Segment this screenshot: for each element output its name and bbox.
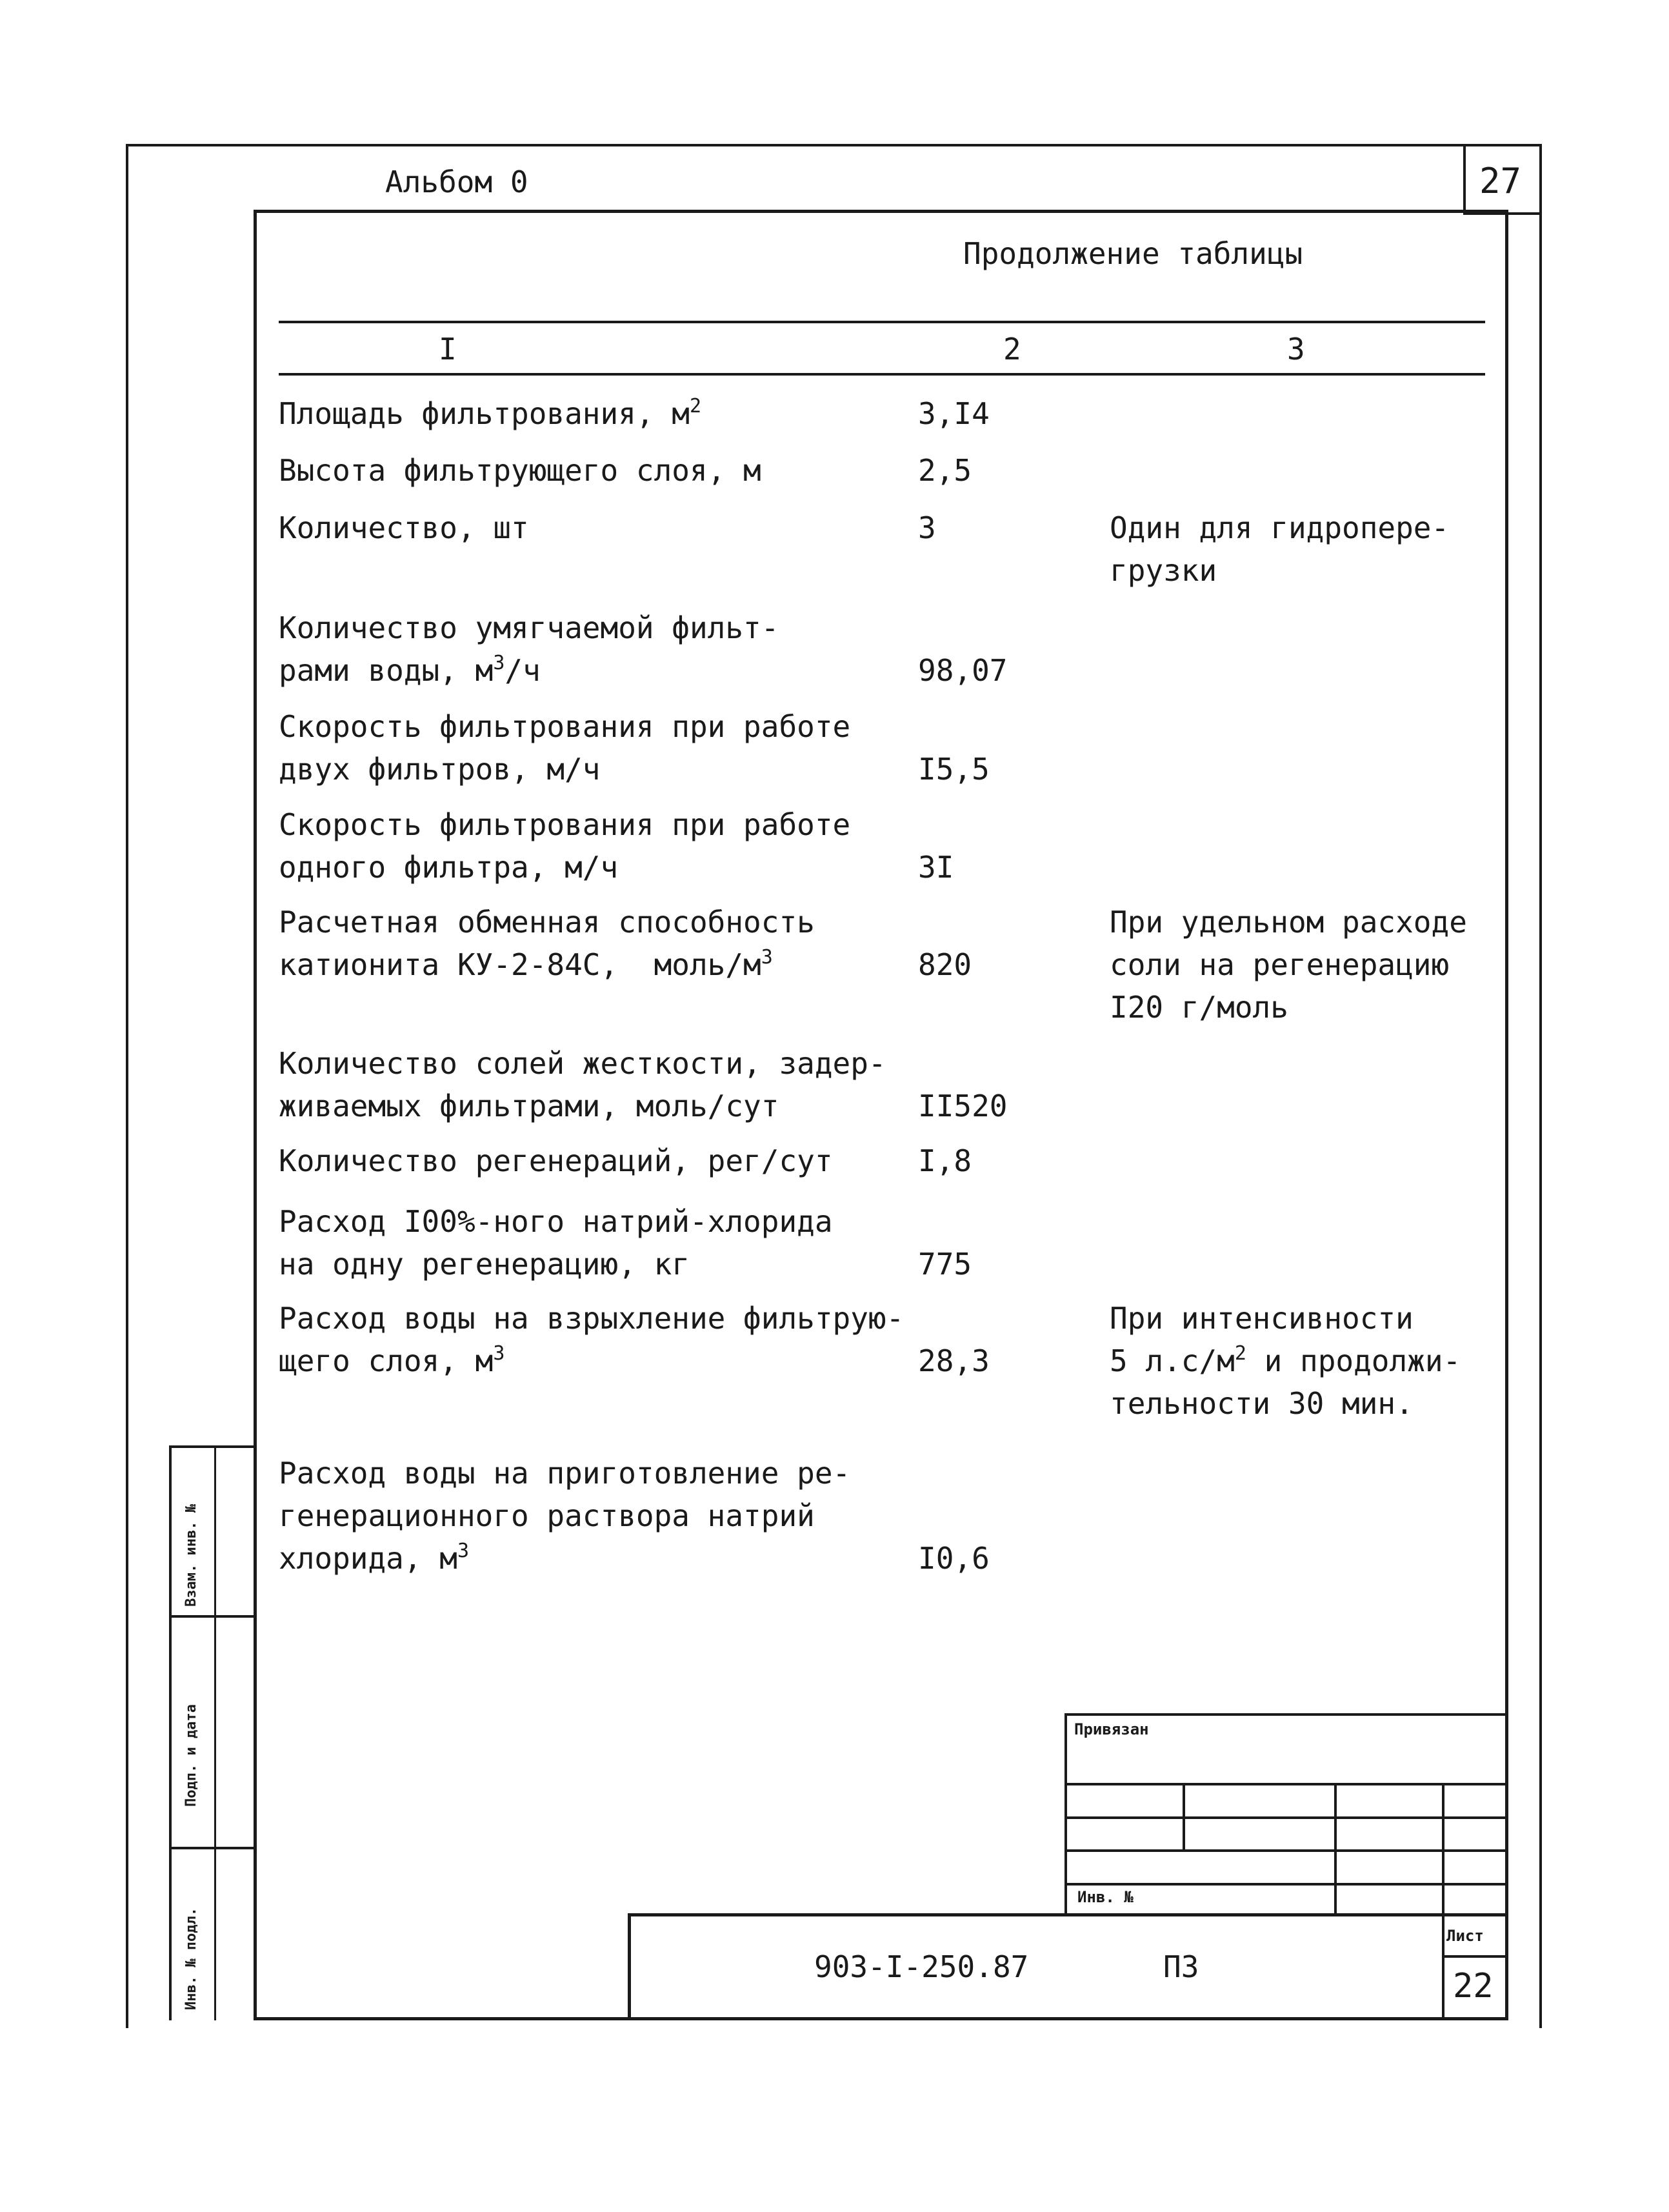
row-11-note-line-3: тельности 30 мин. (1110, 1386, 1414, 1421)
title-block-top (628, 1913, 1505, 1916)
row-5-parameter-line-1: Скорость фильтрования при работе (279, 709, 851, 744)
row-11-parameter-line-1: Расход воды на взрыхление фильтрую- (279, 1301, 904, 1336)
row-4-parameter-line-1: Количество умягчаемой фильт- (279, 610, 779, 645)
side-stamp-row-1 (169, 1615, 256, 1618)
row-7-note-line-2: соли на регенерацию (1110, 947, 1450, 982)
document-code: 903-I-250.87 (814, 1949, 1029, 1984)
binding-stamp-row-3 (1064, 1849, 1505, 1852)
column-header-1: I (439, 332, 457, 367)
binding-stamp-col-3 (1442, 1783, 1444, 2020)
binding-stamp-inv-no: Инв. № (1077, 1888, 1134, 1906)
binding-stamp-row-4 (1064, 1883, 1505, 1885)
row-2-parameter-line-1: Высота фильтрующего слоя, м (279, 453, 761, 488)
row-7-note-line-3: I20 г/моль (1110, 990, 1288, 1025)
row-7-value: 820 (918, 947, 972, 982)
row-10-value: 775 (918, 1247, 972, 1282)
row-8-parameter-line-1: Количество солей жесткости, задер- (279, 1046, 886, 1081)
row-9-parameter-line-1: Количество регенераций, рег/сут (279, 1143, 833, 1178)
binding-stamp-label: Привязан (1074, 1720, 1149, 1738)
row-2-value: 2,5 (918, 453, 972, 488)
row-6-parameter-line-1: Скорость фильтрования при работе (279, 807, 851, 842)
row-11-parameter-line-2: щего слоя, $м^3$ (279, 1342, 505, 1378)
row-12-value: I0,6 (918, 1541, 990, 1576)
row-11-value: 28,3 (918, 1343, 990, 1378)
album-label: Альбом 0 (385, 165, 528, 199)
title-block-left (628, 1913, 631, 2020)
row-11-note-line-1: При интенсивности (1110, 1301, 1414, 1336)
side-stamp-podp-data: Подп. и дата (183, 1704, 199, 1807)
outer-left-border (126, 144, 128, 2028)
frame-top (254, 210, 1508, 213)
side-stamp-left (169, 1445, 172, 2020)
row-3-parameter-line-1: Количество, шт (279, 510, 529, 545)
row-5-value: I5,5 (918, 752, 990, 787)
column-header-3: 3 (1287, 332, 1305, 367)
row-6-parameter-line-2: одного фильтра, м/ч (279, 850, 619, 885)
binding-stamp-col-1 (1183, 1783, 1185, 1852)
row-1-value: 3,I4 (918, 396, 990, 431)
row-3-note-line-2: грузки (1110, 553, 1217, 588)
binding-stamp-row-2 (1064, 1816, 1505, 1819)
document-section: ПЗ (1163, 1949, 1199, 1984)
row-3-value: 3 (918, 510, 936, 545)
side-stamp-inv-podl: Инв. № подл. (183, 1907, 199, 2010)
sheet-number: 22 (1453, 1967, 1494, 2006)
row-7-parameter-line-2: катионита КУ-2-84С, моль/$м^3$ (279, 946, 773, 982)
row-12-parameter-line-3: хлорида, $м^3$ (279, 1540, 470, 1576)
side-stamp-top (169, 1445, 256, 1448)
row-8-value: II520 (918, 1089, 1008, 1123)
side-stamp-row-2 (169, 1847, 256, 1849)
row-12-parameter-line-1: Расход воды на приготовление ре- (279, 1456, 851, 1491)
row-4-parameter-line-2: рами воды, $м^3/ч$ (279, 652, 541, 688)
row-12-parameter-line-2: генерационного раствора натрий (279, 1498, 815, 1533)
row-10-parameter-line-1: Расход I00%-ного натрий-хлорида (279, 1204, 833, 1239)
page-number: 27 (1479, 161, 1522, 201)
outer-top-border (126, 144, 1542, 146)
column-header-2: 2 (1003, 332, 1021, 367)
frame-left (254, 210, 257, 2020)
continuation-title: Продолжение таблицы (963, 236, 1303, 271)
row-7-note-line-1: При удельном расходе (1110, 905, 1467, 940)
row-7-parameter-line-1: Расчетная обменная способность (279, 905, 815, 940)
header-rule-bottom (279, 373, 1485, 376)
row-11-note-line-2: 5 $л.с/м^2$ и продолжи- (1110, 1342, 1461, 1378)
row-9-value: I,8 (918, 1143, 972, 1178)
row-5-parameter-line-2: двух фильтров, м/ч (279, 752, 601, 787)
row-4-value: 98,07 (918, 653, 1008, 688)
title-block-sheet-rule (1442, 1955, 1505, 1958)
side-stamp-vzam-inv: Взам. инв. № (183, 1504, 199, 1607)
side-stamp-divider (214, 1445, 216, 2020)
binding-stamp-col-2 (1334, 1783, 1337, 1913)
row-1-parameter-line-1: Площадь фильтрования, $м^2$ (279, 395, 702, 431)
row-3-note-line-1: Один для гидропере- (1110, 510, 1450, 545)
header-rule-top (279, 321, 1485, 323)
row-8-parameter-line-2: живаемых фильтрами, моль/сут (279, 1089, 779, 1123)
sheet-label: Лист (1446, 1927, 1484, 1945)
frame-bottom (254, 2017, 1508, 2020)
outer-right-border (1539, 144, 1542, 2028)
binding-stamp-row-1 (1064, 1783, 1505, 1785)
row-6-value: 3I (918, 850, 954, 885)
row-10-parameter-line-2: на одну регенерацию, кг (279, 1247, 690, 1282)
